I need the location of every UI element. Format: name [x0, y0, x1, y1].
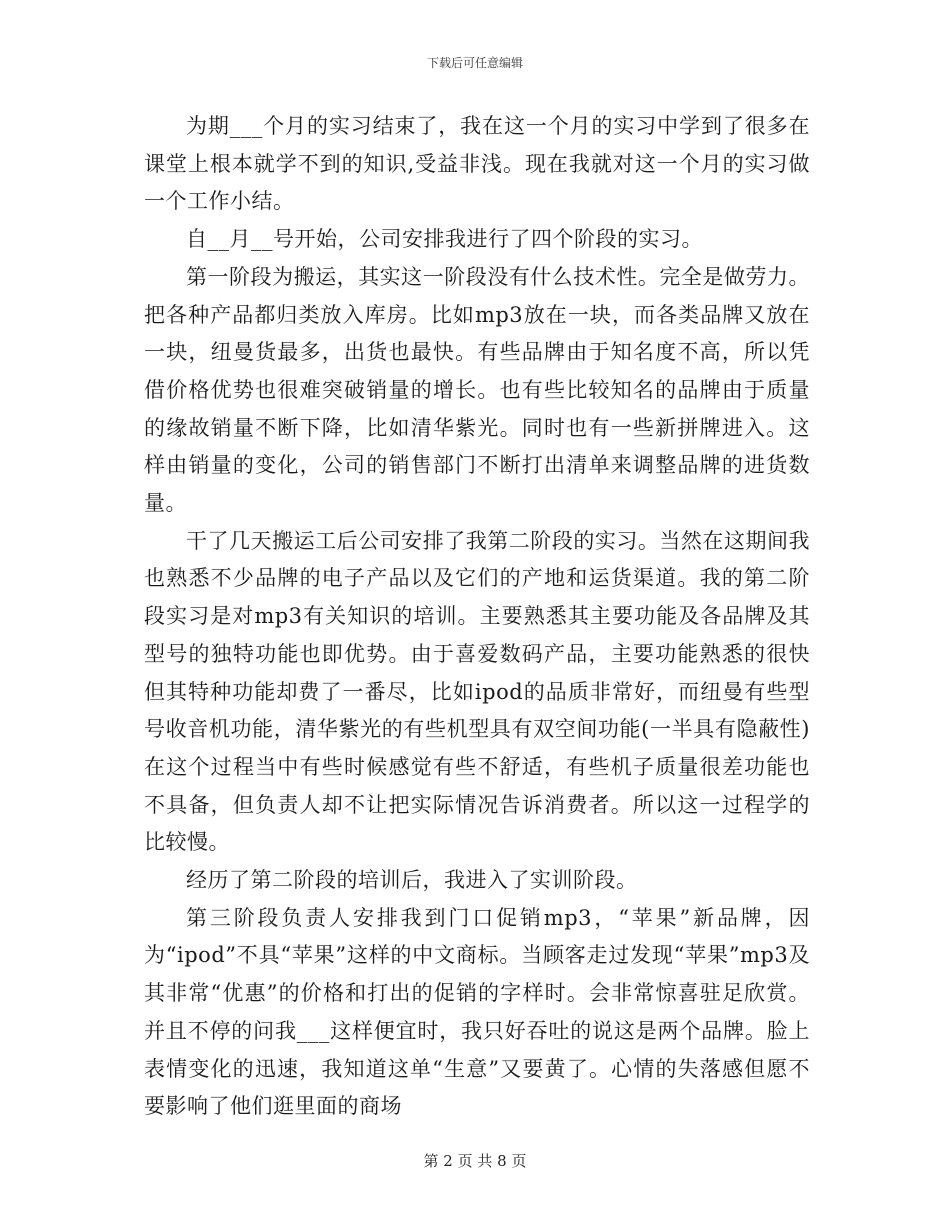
paragraph-intro: 为期___个月的实习结束了，我在这一个月的实习中学到了很多在课堂上根本就学不到的知识,受益非浅。现在我就对这一个月的实习做一个工作小结。 [144, 114, 810, 214]
paragraph-start-date: 自__月__号开始，公司安排我进行了四个阶段的实习。 [186, 227, 703, 252]
paragraph-transition: 经历了第二阶段的培训后，我进入了实训阶段。 [186, 868, 638, 893]
paragraph-stage-one: 第一阶段为搬运，其实这一阶段没有什么技术性。完全是做劳力。把各种产品都归类放入库房。比如mp3放在一块，而各类品牌又放在一块，纽曼货最多，出货也最快。有些品牌由于知名度不高，所以凭借价格优势也很难突破销量的增长。也有些比较知名的品牌由于质量的缘故销量不断下降，比如清华紫光。同时也有一些新拼牌进入。这样由销量的变化，公司的销售部门不断打出清单来调整品牌的进货数量。 [144, 264, 810, 516]
document-body [144, 108, 810, 1126]
paragraph-stage-three: 第三阶段负责人安排我到门口促销mp3，“苹果”新品牌，因为“ipod”不具“苹果”这样的中文商标。当顾客走过发现“苹果”mp3及其非常“优惠”的价格和打出的促销的字样时。会非常惊喜驻足欣赏。并且不停的问我___这样便宜时，我只好吞吐的说这是两个品牌。脸上表情变化的迅速，我知道这单“生意”又要黄了。心情的失落感但愿不要影响了他们逛里面的商场 [144, 905, 810, 1119]
paragraph-stage-two: 干了几天搬运工后公司安排了我第二阶段的实习。当然在这期间我也熟悉不少品牌的电子产品以及它们的产地和运货渠道。我的第二阶段实习是对mp3有关知识的培训。主要熟悉其主要功能及各品牌及其型号的独特功能也即优势。由于喜爱数码产品，主要功能熟悉的很快但其特种功能却费了一番尽，比如ipod的品质非常好，而纽曼有些型号收音机功能，清华紫光的有些机型具有双空间功能(一半具有隐蔽性)在这个过程当中有些时候感觉有些不舒适，有些机子质量很差功能也不具备，但负责人却不让把实际情况告诉消费者。所以这一过程学的比较慢。 [144, 528, 810, 855]
page-number: 第 2 页 共 8 页 [423, 1152, 527, 1170]
page-header-note: 下载后可任意编辑 [426, 56, 523, 70]
